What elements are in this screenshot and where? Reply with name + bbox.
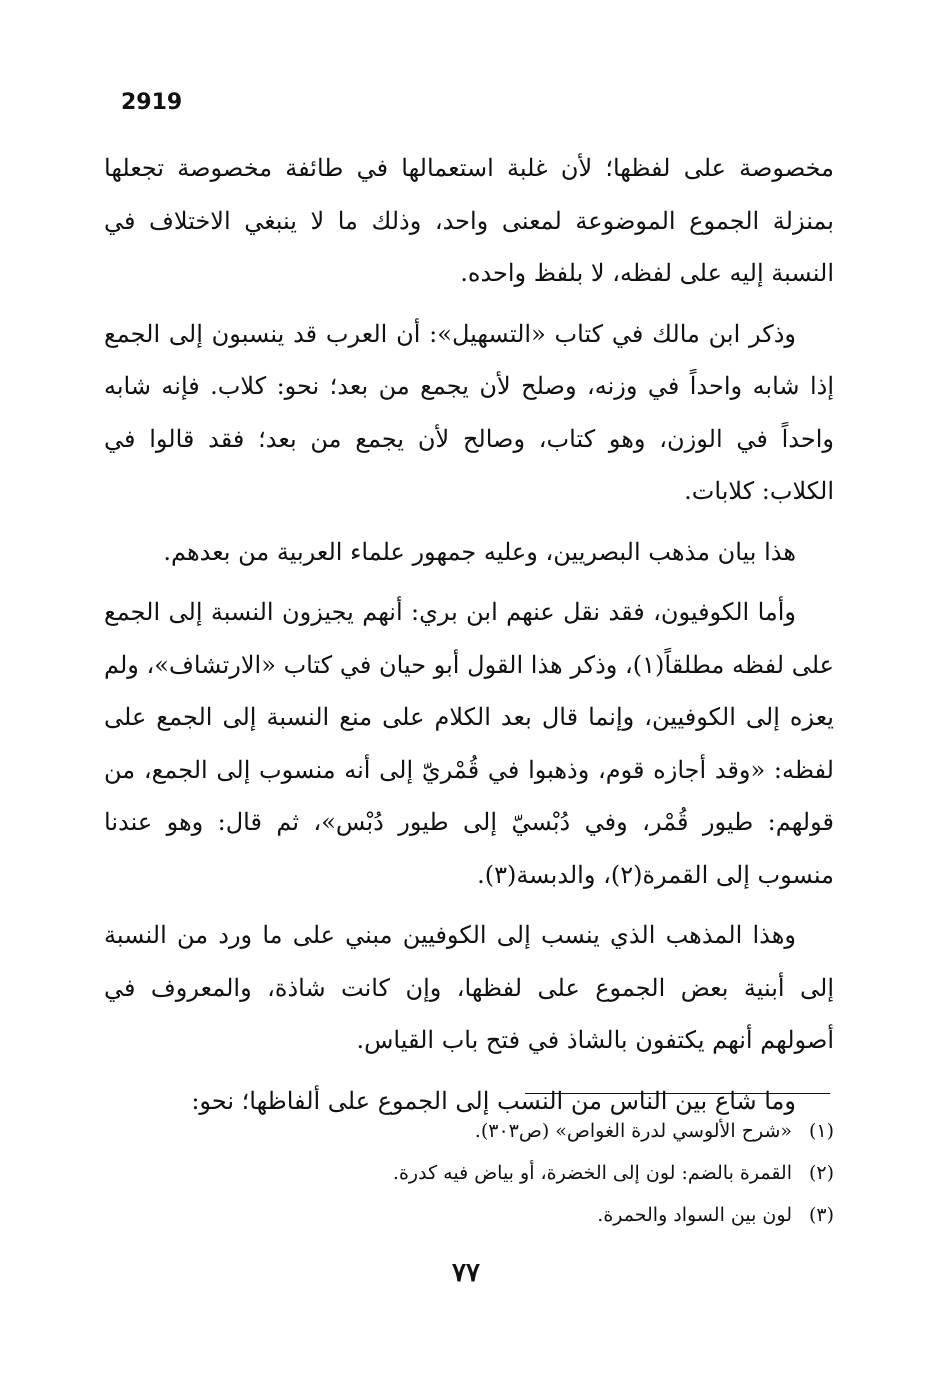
- footnotes: [104, 1110, 834, 1236]
- paragraph: وما شاع بين الناس من النسب إلى الجموع على ألفاظها؛ نحو:: [191, 1086, 796, 1115]
- paragraph: وهذا المذهب الذي ينسب إلى الكوفيين مبني على ما ورد من النسبة إلى أبنية بعض الجموع على لفظها، وإن كانت شاذة، والمعروف في أصولهم أنهم يكتفون بالشاذ في فتح باب القياس.: [104, 921, 834, 1054]
- paragraph: هذا بيان مذهب البصريين، وعليه جمهور علماء العربية من بعدهم.: [163, 537, 796, 566]
- page-number: ٧٧: [452, 1258, 480, 1288]
- paragraph: وذكر ابن مالك في كتاب «التسهيل»: أن العرب قد ينسبون إلى الجمع إذا شابه واحداً في وزنه، وصلح لأن يجمع من بعد؛ نحو: كلاب. فإنه شابه واحداً في الوزن، وهو كتاب، وصالح لأن يجمع من بعد؛ فقد قالوا في الكلاب: كلابات.: [104, 319, 834, 505]
- footnote-text: «شرح الألوسي لدرة الغواص» (ص٣٠٣).: [474, 1120, 792, 1142]
- footnote: [104, 1152, 834, 1194]
- footnote-divider: [525, 1093, 830, 1094]
- footnote: [104, 1110, 834, 1152]
- footnote-number: (٢): [808, 1162, 834, 1184]
- footnote-text: القمرة بالضم: لون إلى الخضرة، أو بياض فيه كدرة.: [392, 1162, 792, 1184]
- paragraph: مخصوصة على لفظها؛ لأن غلبة استعمالها في طائفة مخصوصة تجعلها بمنزلة الجموع الموضوعة لمعنى واحد، وذلك ما لا ينبغي الاختلاف في النسبة إليه على لفظه، لا بلفظ واحده.: [104, 154, 834, 287]
- footnote-text: لون بين السواد والحمرة.: [597, 1204, 792, 1226]
- footnote: [104, 1194, 834, 1236]
- footnote-number: (٣): [808, 1204, 834, 1226]
- footnote-number: (١): [808, 1120, 834, 1142]
- paragraph: وأما الكوفيون، فقد نقل عنهم ابن بري: أنهم يجيزون النسبة إلى الجمع على لفظه مطلقاً(١)، وذكر هذا القول أبو حيان في كتاب «الارتشاف»، ولم يعزه إلى الكوفيين، وإنما قال بعد الكلام على منع النسبة إلى الجمع على لفظه: «وقد أجازه قوم، وذهبوا في قُمْريّ إلى أنه منسوب إلى الجمع، من قولهم: طيور قُمْر، وفي دُبْسيّ إلى طيور دُبْس»، ثم قال: وهو عندنا منسوب إلى القمرة(٢)، والدبسة(٣).: [104, 598, 835, 889]
- top-page-number: 2919: [121, 90, 183, 115]
- main-text: [104, 142, 834, 1135]
